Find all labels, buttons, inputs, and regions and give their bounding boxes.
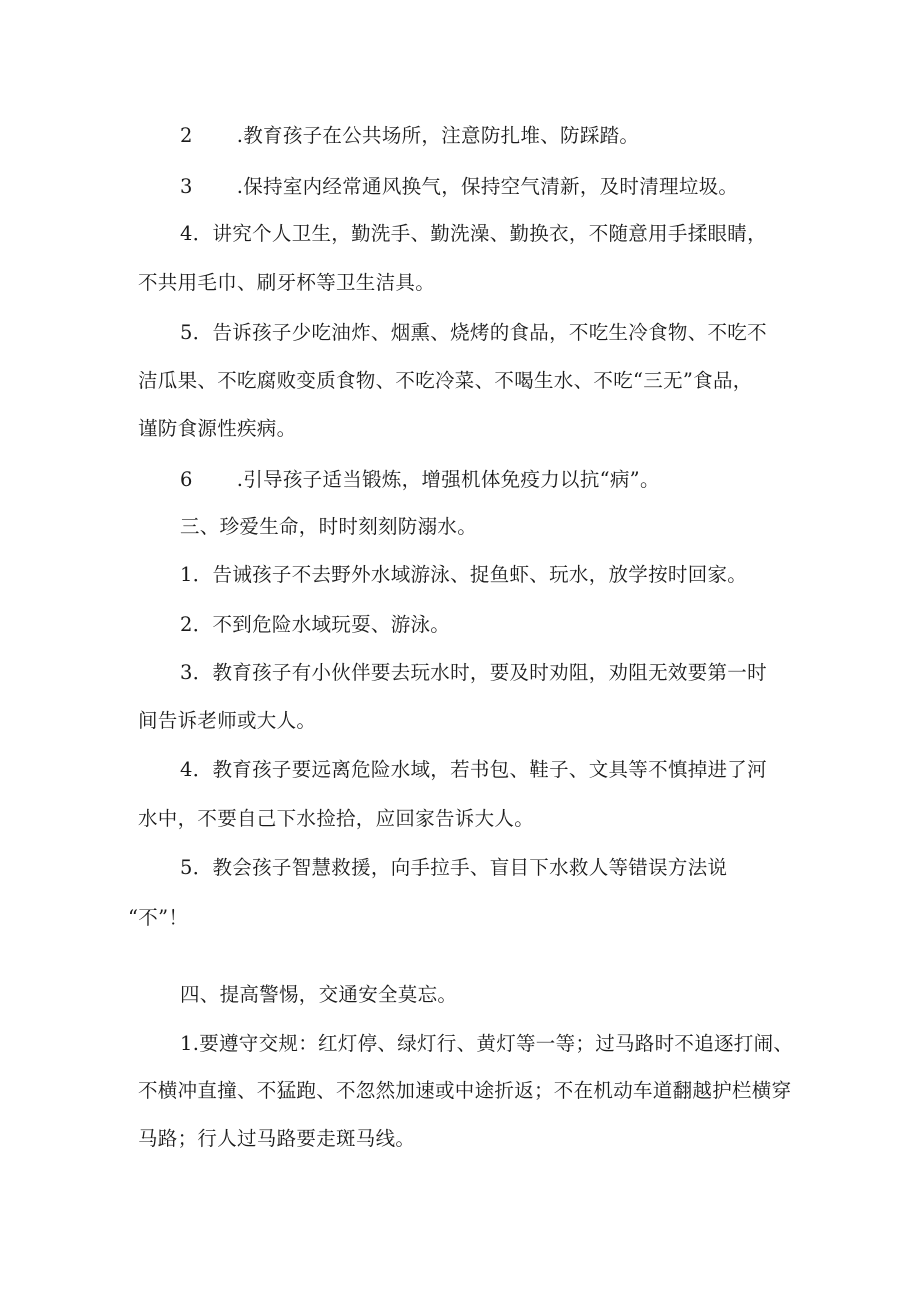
paragraph-line-15: 水中，不要自己下水捡拾，应回家告诉大人。 [138, 807, 535, 830]
paragraph-line-16: 5．教会孩子智慧救援，向手拉手、盲目下水救人等错误方法说 [180, 856, 728, 879]
paragraph-line-5: 5．告诉孩子少吃油炸、烟熏、烧烤的食品，不吃生冷食物、不吃不 [180, 321, 767, 344]
paragraph-line-19: 1.要遵守交规：红灯停、绿灯行、黄灯等一等；过马路时不追逐打闹、 [180, 1032, 794, 1055]
paragraph-line-3: 4．讲究个人卫生，勤洗手、勤洗澡、勤换衣，不随意用手揉眼睛， [180, 222, 767, 245]
paragraph-line-21: 马路；行人过马路要走斑马线。 [138, 1127, 416, 1150]
line-text: .教育孩子在公共场所，注意防扎堆、防踩踏。 [236, 124, 640, 147]
section-heading-3: 三、珍爱生命，时时刻刻防溺水。 [180, 515, 478, 538]
paragraph-line-13: 间告诉老师或大人。 [138, 709, 317, 732]
paragraph-line-20: 不横冲直撞、不猛跑、不忽然加速或中途折返；不在机动车道翻越护栏横穿 [138, 1079, 792, 1102]
list-number: 6 [180, 468, 193, 491]
list-number: 3 [180, 175, 193, 198]
line-text: .引导孩子适当锻炼，增强机体免疫力以抗“病”。 [236, 468, 660, 491]
paragraph-line-2 [180, 174, 738, 200]
paragraph-line-17: “不”！ [128, 906, 189, 929]
paragraph-line-7: 谨防食源性疾病。 [138, 417, 297, 440]
line-text: .保持室内经常通风换气，保持空气清新，及时清理垃圾。 [236, 175, 739, 198]
paragraph-line-12: 3．教育孩子有小伙伴要去玩水时，要及时劝阻，劝阻无效要第一时 [180, 661, 767, 684]
list-number: 2 [180, 124, 193, 147]
paragraph-line-4: 不共用毛巾、刷牙杯等卫生洁具。 [138, 271, 436, 294]
paragraph-line-1 [180, 123, 639, 149]
paragraph-line-11: 2．不到危险水域玩耍、游泳。 [180, 613, 451, 636]
paragraph-line-8 [180, 467, 660, 493]
section-heading-4: 四、提高警惕，交通安全莫忘。 [180, 983, 458, 1006]
paragraph-line-10: 1．告诫孩子不去野外水域游泳、捉鱼虾、玩水，放学按时回家。 [180, 563, 748, 586]
paragraph-line-14: 4．教育孩子要远离危险水域，若书包、鞋子、文具等不慎掉进了河 [180, 758, 767, 781]
paragraph-line-6: 洁瓜果、不吃腐败变质食物、不吃冷菜、不喝生水、不吃“三无”食品， [138, 369, 753, 392]
